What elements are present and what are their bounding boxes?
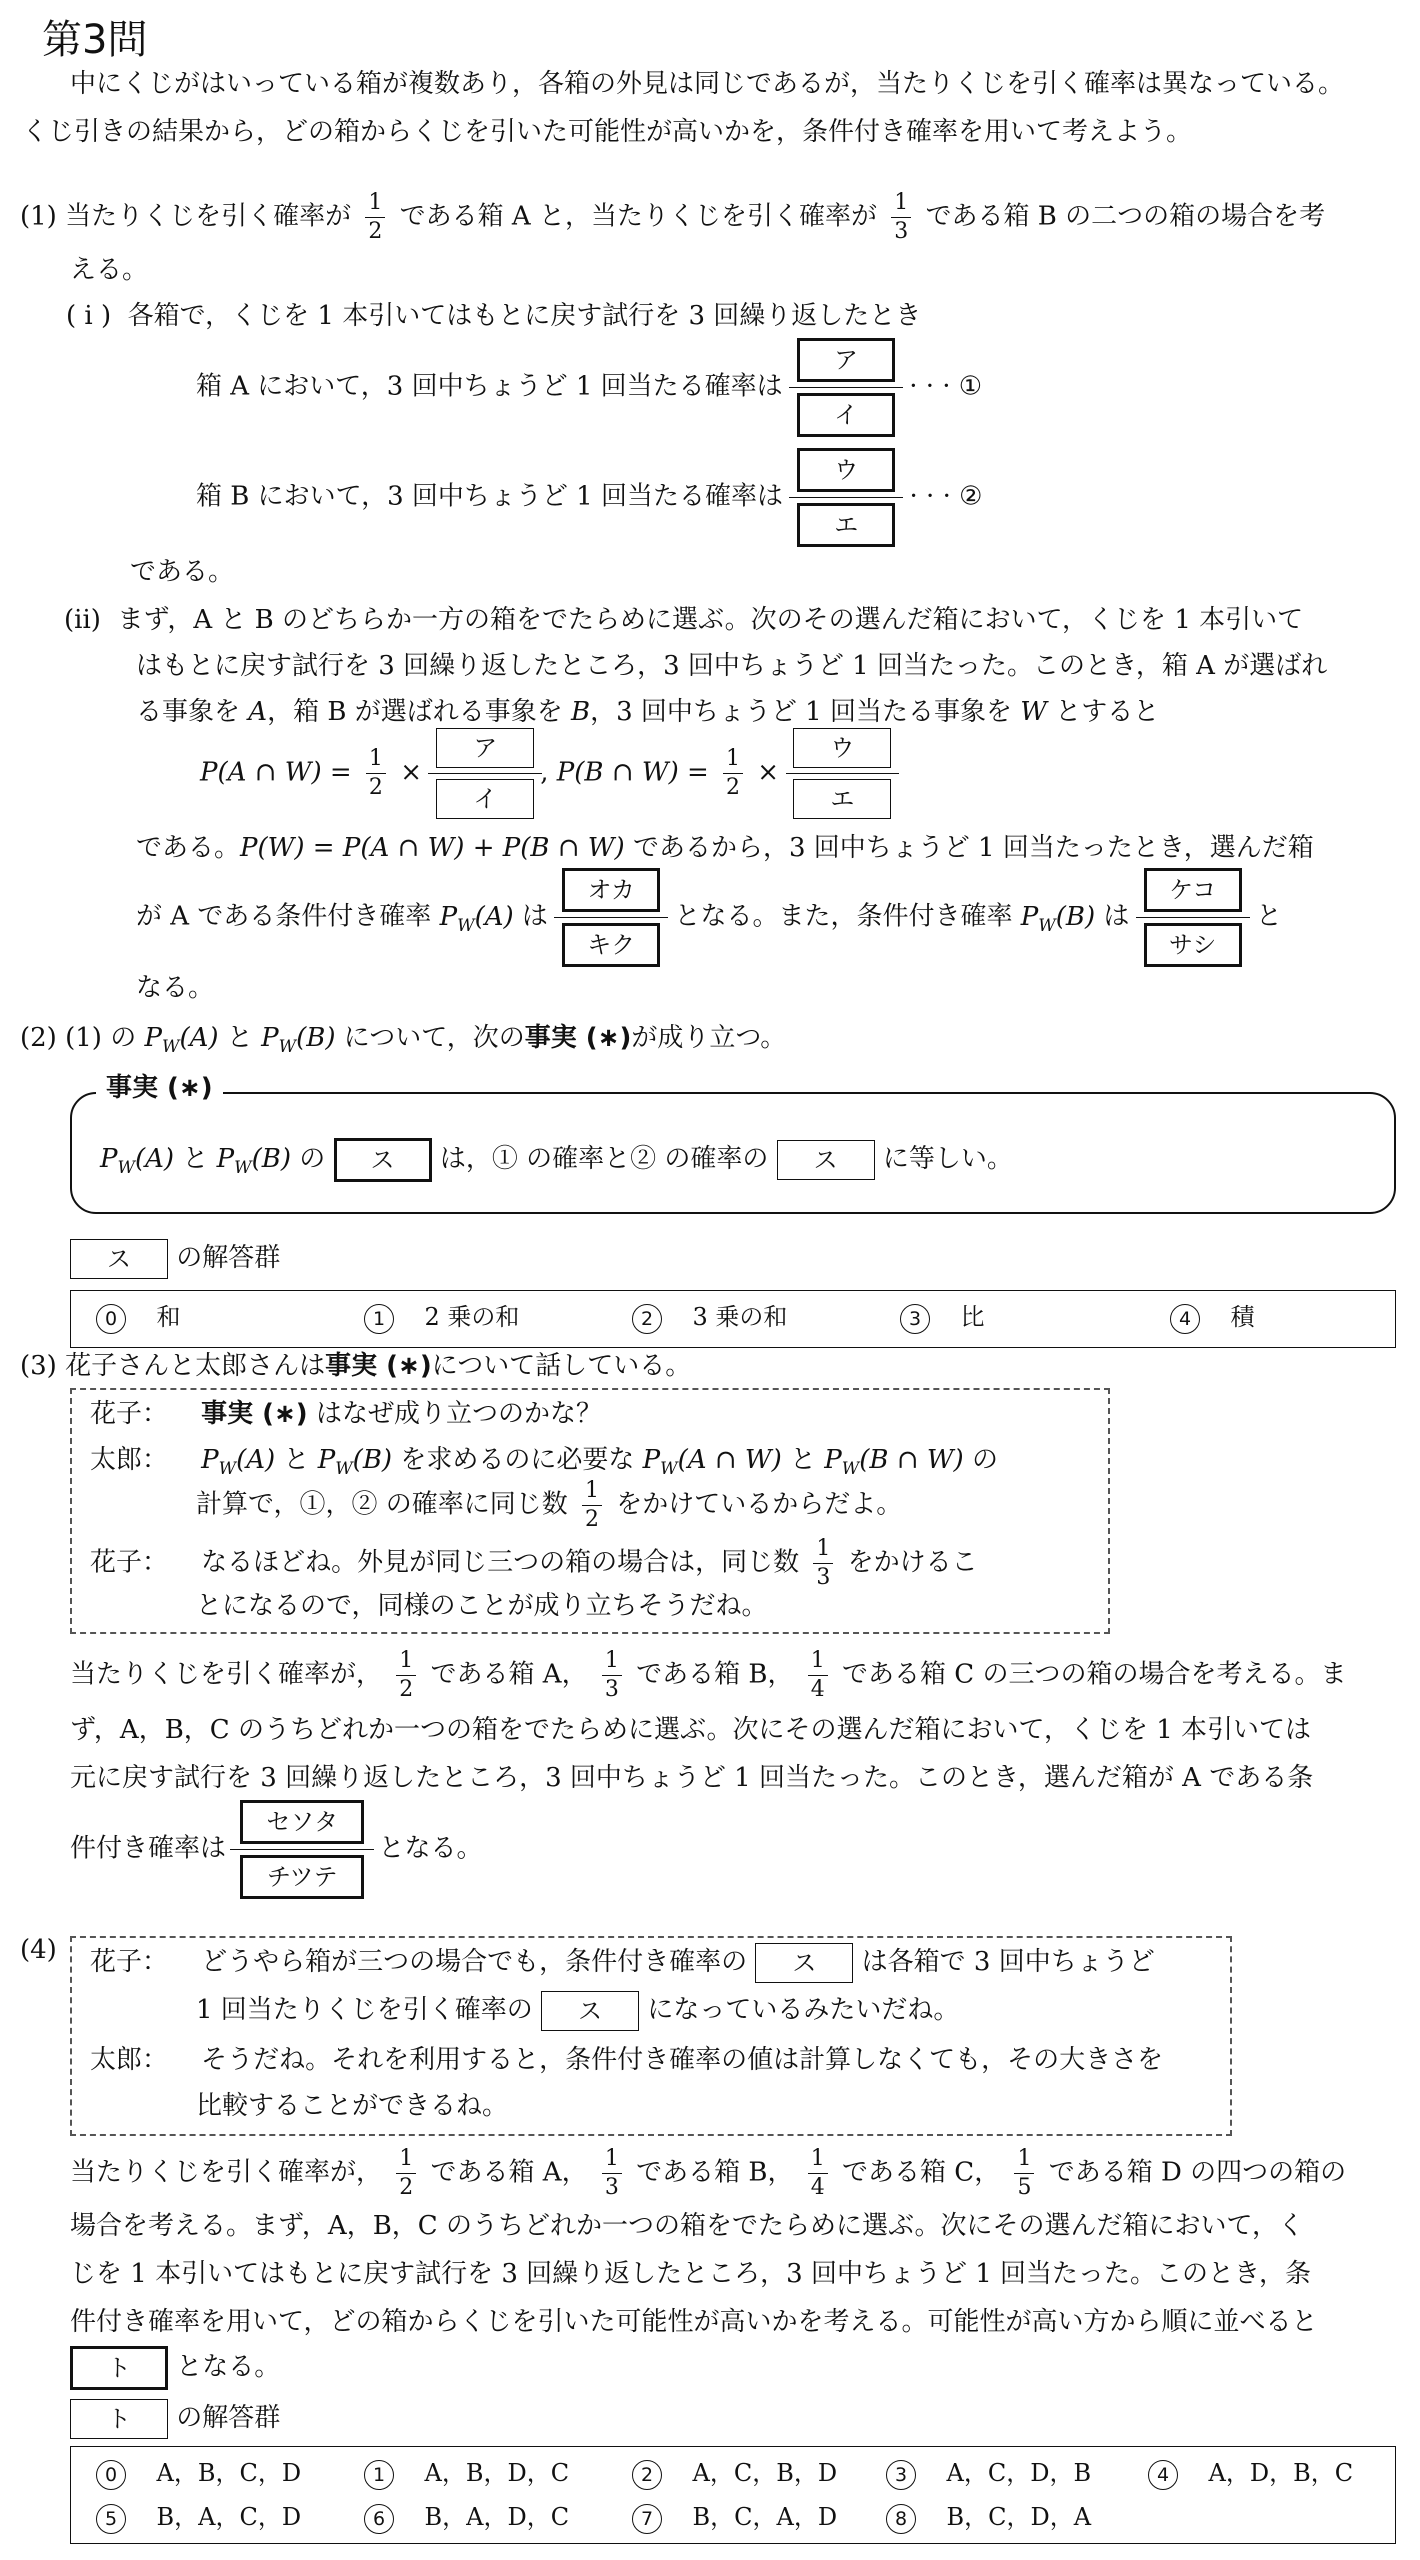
fraction-bar (230, 1849, 374, 1850)
fraction-bar (786, 773, 900, 774)
choice-text: B，A，C，D (156, 2503, 302, 2531)
fact-box-title: 事実 (∗) (96, 1068, 223, 1110)
circled-number: 1 (364, 2460, 394, 2490)
q1-dearu: である。 (130, 557, 235, 587)
choice-text: A，B，D，C (424, 2459, 570, 2487)
text: について，次の (343, 1023, 525, 1053)
q1-text: である箱 B の二つの箱の場合を考 (925, 201, 1326, 232)
text: となる。 (378, 1833, 483, 1864)
fraction-bar (396, 1675, 416, 1676)
answer-box-a[interactable]: ア (436, 728, 534, 768)
fraction-bar (1014, 2173, 1034, 2174)
circled-number: 2 (632, 2460, 662, 2490)
denominator: 3 (894, 219, 909, 244)
fraction-bar (723, 773, 743, 774)
choice-to-4[interactable] (1148, 2454, 1353, 2492)
text: をかけるこ (847, 1547, 978, 1578)
answer-box-sashi[interactable]: サシ (1144, 923, 1242, 967)
text: は (521, 901, 548, 932)
sub-w: W (161, 1037, 180, 1057)
text: そうだね。それを利用すると，条件付き確率の値は計算しなくても，その大きさを (201, 2045, 1164, 2075)
fraction-bar (891, 217, 911, 218)
q3-d5: とになるので，同様のことが成り立ちそうだね。 (196, 1591, 768, 1621)
text: は，① の確率と② の確率の (439, 1144, 769, 1175)
fraction-half (396, 1648, 416, 1703)
speaker-hanako: 花子： (90, 1547, 169, 1578)
fact-label: 事実 (∗) (524, 1023, 632, 1053)
formula-pw: P(W) = P(A ∩ W) + P(B ∩ W) (240, 833, 625, 863)
fact-box-text (100, 1138, 1013, 1182)
fraction-bar (602, 1675, 622, 1676)
fraction-third (602, 2146, 622, 2201)
q3-lead (20, 1346, 691, 1388)
numerator: 1 (604, 2146, 619, 2171)
sub-w: W (117, 1158, 135, 1179)
intro-line-1: 中にくじがはいっている箱が複数あり，各箱の外見は同じであるが，当たりくじを引く確率は異なっている。 (70, 69, 1345, 99)
pwb (216, 1144, 291, 1179)
circled-number: 7 (632, 2504, 662, 2534)
q1-boxB-line (196, 448, 982, 547)
fraction-bar (602, 2173, 622, 2174)
fraction-half (723, 746, 743, 801)
comma: , (540, 757, 549, 788)
pwb (261, 1023, 336, 1057)
q4-number: (4) (20, 1935, 57, 1965)
q4-d1 (90, 1942, 1155, 1984)
choice-text: A，B，C，D (156, 2459, 302, 2487)
arg-b: (B) (352, 1445, 393, 1475)
sub-w: W (335, 1459, 353, 1479)
q1-line-1 (20, 190, 1325, 245)
fraction-bar (789, 387, 903, 388)
fraction-bar (396, 2173, 416, 2174)
fraction-half (582, 1478, 602, 1533)
text: は各箱で 3 回中ちょうど (861, 1947, 1155, 1978)
q4-d3 (90, 2040, 1163, 2082)
fraction-third (602, 1648, 622, 1703)
choice-su-1[interactable] (364, 1298, 519, 1336)
boxA-text: 箱 A において，3 回中ちょうど 1 回当たる確率は (196, 371, 783, 402)
text: の (299, 1144, 326, 1175)
answer-box-i[interactable]: イ (797, 393, 895, 437)
q1-ii-line-7: なる。 (136, 973, 215, 1003)
answer-fraction-sesota-chitete (240, 1800, 364, 1899)
q3-d2 (90, 1440, 998, 1482)
numerator: 1 (368, 190, 383, 215)
numerator: 1 (816, 1536, 831, 1561)
text: の解答群 (176, 2403, 281, 2434)
choice-to-8[interactable] (886, 2498, 1091, 2536)
text: であるから，3 回中ちょうど 1 回当たったとき，選んだ箱 (632, 833, 1314, 863)
speaker-hanako: 花子： (90, 1947, 169, 1978)
arg-b: (B) (1055, 901, 1096, 932)
numerator: 1 (810, 1648, 825, 1673)
sub-w: W (841, 1459, 860, 1479)
answer-fraction-u-e-2 (793, 728, 891, 819)
denominator: 2 (726, 775, 741, 800)
fraction-half (366, 746, 386, 801)
text: はなぜ成り立つのかな？ (315, 1399, 602, 1429)
su-group-label (70, 1238, 280, 1280)
text: である箱 C の三つの箱の場合を考える。ま (842, 1659, 1347, 1690)
text: になっているみたいだね。 (647, 1995, 960, 2026)
text: る事象を (136, 697, 241, 727)
text: の解答群 (176, 1243, 281, 1274)
q4-d4: 比較することができるね。 (196, 2091, 509, 2121)
choice-to-3[interactable] (886, 2454, 1091, 2492)
fraction-third (813, 1536, 833, 1591)
choice-text: A，C，B，D (692, 2459, 838, 2487)
fraction-third (891, 190, 911, 245)
arg-a: (A) (134, 1144, 175, 1175)
choice-to-2[interactable] (632, 2454, 837, 2492)
circled-number: 8 (886, 2504, 916, 2534)
denominator: 4 (810, 2175, 825, 2200)
text: となる。 (176, 2352, 281, 2383)
sub-w: W (457, 915, 475, 936)
choice-text: A，C，D，B (946, 2459, 1092, 2487)
answer-box-e[interactable]: エ (797, 503, 895, 547)
fraction-bar (808, 2173, 828, 2174)
p: P (317, 1445, 336, 1475)
pwa (100, 1144, 175, 1179)
text: 1 回当たりくじを引く確率の (196, 1995, 533, 2026)
choice-text: 和 (156, 1303, 181, 1331)
answer-box-chitete[interactable]: チツテ (240, 1855, 364, 1899)
denominator: 2 (399, 1677, 414, 1702)
q3-d1 (90, 1394, 602, 1436)
text: である箱 A， (430, 1659, 588, 1690)
answer-box-kiku[interactable]: キク (562, 923, 660, 967)
answer-box-su[interactable]: ス (334, 1138, 432, 1182)
to-group-label (70, 2398, 280, 2440)
choice-su-2[interactable] (632, 1298, 787, 1336)
pwa (201, 1445, 276, 1479)
pwb (1020, 901, 1096, 936)
q3-p2: ず，A，B，C のうちどれか一つの箱をでたらめに選ぶ。次にその選んだ箱において，くじを 1 本引いては (70, 1715, 1312, 1745)
sub-w: W (660, 1459, 678, 1479)
sub-w: W (218, 1459, 237, 1479)
text: である箱 C， (842, 2157, 1001, 2188)
choice-text: B，C，A，D (692, 2503, 838, 2531)
numerator: 1 (399, 1648, 414, 1673)
choice-to-0[interactable] (96, 2454, 301, 2492)
sub-w: W (1038, 915, 1056, 936)
fraction-quarter (808, 2146, 828, 2201)
choice-text: 積 (1230, 1303, 1255, 1331)
circled-number: 3 (900, 1304, 930, 1334)
text: をかけているからだよ。 (616, 1489, 903, 1520)
p: P (100, 1144, 118, 1175)
fraction-half (396, 2146, 416, 2201)
answer-box-u[interactable]: ウ (793, 728, 891, 768)
answer-box-keko[interactable]: ケコ (1144, 868, 1242, 912)
circled-number: 0 (96, 2460, 126, 2490)
choice-su-4[interactable] (1170, 1298, 1255, 1336)
text: に等しい。 (882, 1144, 1013, 1175)
q2-number: (2) (20, 1023, 57, 1053)
choice-text: 比 (960, 1303, 985, 1331)
fraction-bar (428, 773, 542, 774)
answer-box-u[interactable]: ウ (797, 448, 895, 492)
q2-line (20, 1018, 786, 1060)
numerator: 1 (585, 1478, 600, 1503)
q4-p4: 件付き確率を用いて，どの箱からくじを引いた可能性が高いかを考える。可能性が高い方から順に並べると (70, 2307, 1318, 2337)
circled-number: 4 (1170, 1304, 1200, 1334)
answer-box-su-ref[interactable]: ス (755, 1943, 853, 1983)
p: P (439, 901, 458, 932)
ref-2: · · · ② (909, 481, 983, 512)
text: ，3 回中ちょうど 1 回当たる事象を (590, 697, 1012, 727)
choice-text: B，C，D，A (946, 2503, 1092, 2531)
q3-p3: 元に戻す試行を 3 回繰り返したところ，3 回中ちょうど 1 回当たった。このとき，選んだ箱が A である条 (70, 1763, 1314, 1793)
q4-p5 (70, 2346, 280, 2390)
choice-to-6[interactable] (364, 2498, 569, 2536)
fraction-bar (582, 1505, 602, 1506)
speaker-taro: 太郎： (90, 2045, 169, 2075)
answer-fraction-u-e (797, 448, 895, 547)
event-b: B (570, 697, 591, 727)
paw: $P_W(A$ ∩ W) (642, 1445, 782, 1479)
q1-ii-formula (200, 728, 897, 819)
speaker-taro: 太郎： (90, 1445, 169, 1475)
numerator: 1 (810, 2146, 825, 2171)
fraction-bar (554, 917, 668, 918)
answer-box-i[interactable]: イ (436, 779, 534, 819)
choice-text: A，D，B，C (1208, 2459, 1354, 2487)
text: と (1255, 901, 1282, 932)
fraction-bar (1136, 917, 1250, 918)
circled-number: 2 (632, 1304, 662, 1334)
fraction-bar (366, 773, 386, 774)
fraction-fifth (1014, 2146, 1034, 2201)
arg-a: (A) (236, 1445, 276, 1475)
text: である箱 D の四つの箱の (1048, 2157, 1347, 2188)
sub-w: W (234, 1158, 252, 1179)
speaker-hanako: 花子： (90, 1399, 169, 1429)
choice-to-1[interactable] (364, 2454, 569, 2492)
numerator: 1 (894, 190, 909, 215)
text: と (283, 1445, 310, 1475)
circled-number: 4 (1148, 2460, 1178, 2490)
q1-i-text: 各箱で，くじを 1 本引いてはもとに戻す試行を 3 回繰り返したとき (127, 301, 922, 331)
text: 件付き確率は (70, 1833, 227, 1864)
q1-ii-text: まず，A と B のどちらか一方の箱をでたらめに選ぶ。次のその選んだ箱において，くじを 1 本引いて (117, 605, 1304, 635)
q1-text: である箱 A と，当たりくじを引く確率が (399, 201, 877, 232)
text: である箱 B， (636, 2157, 794, 2188)
q3-p1 (70, 1648, 1346, 1703)
text: について話している。 (431, 1351, 692, 1381)
text: 計算で，①，② の確率に同じ数 (196, 1489, 568, 1520)
p: P (261, 1023, 279, 1053)
formula-pbw: P(B ∩ W) = (556, 757, 709, 788)
denominator: 3 (604, 2175, 619, 2200)
text: である。 (136, 833, 241, 863)
text: ，箱 B が選ばれる事象を (267, 697, 563, 727)
text: どうやら箱が三つの場合でも，条件付き確率の (201, 1947, 748, 1978)
arg-b: (B) (296, 1023, 336, 1053)
answer-fraction-keko-sashi (1144, 868, 1242, 967)
arg-a: (A) (474, 901, 514, 932)
text: 当たりくじを引く確率が， (70, 1659, 383, 1690)
sub-w: W (278, 1037, 297, 1057)
q1-number: (1) (20, 201, 57, 232)
fraction-bar (813, 1563, 833, 1564)
denominator: 2 (399, 2175, 414, 2200)
p: P (144, 1023, 162, 1053)
q1-ii-label: (ii) (64, 605, 101, 635)
text: となる。また，条件付き確率 (674, 901, 1013, 932)
fraction-bar (808, 1675, 828, 1676)
q1-ii-line-2: はもとに戻す試行を 3 回繰り返したところ，3 回中ちょうど 1 回当たった。このとき，箱 A が選ばれ (136, 651, 1328, 681)
circled-number: 5 (96, 2504, 126, 2534)
q4-p2: 場合を考える。まず，A，B，C のうちどれか一つの箱をでたらめに選ぶ。次にその選んだ箱において，く (70, 2211, 1304, 2241)
choice-su-0[interactable] (96, 1298, 181, 1336)
numerator: 1 (1017, 2146, 1032, 2171)
choice-to-5[interactable] (96, 2498, 301, 2536)
answer-fraction-a-i (797, 338, 895, 437)
choice-text: B，A，D，C (424, 2503, 570, 2531)
pwa (144, 1023, 219, 1057)
ref-1: · · · ① (909, 371, 983, 402)
answer-box-a[interactable]: ア (797, 338, 895, 382)
intro-line-2: くじ引きの結果から，どの箱からくじを引いた可能性が高いかを，条件付き確率を用いて考えよう。 (22, 117, 1193, 147)
answer-box-su-ref[interactable]: ス (777, 1140, 875, 1180)
times: × (400, 757, 422, 788)
denominator: 2 (368, 219, 383, 244)
text: は (1103, 901, 1130, 932)
answer-box-to[interactable]: ト (70, 2346, 168, 2390)
choice-text: 2 乗の和 (424, 1303, 520, 1331)
pwb (317, 1445, 393, 1479)
choice-text: 3 乗の和 (692, 1303, 788, 1331)
circled-number: 6 (364, 2504, 394, 2534)
p: P (216, 1144, 235, 1175)
denominator: 2 (585, 1507, 600, 1532)
text: が成り立つ。 (631, 1023, 787, 1053)
text: の (971, 1445, 998, 1475)
formula-paw: P(A ∩ W) = (200, 757, 352, 788)
text: を求めるのに必要な (400, 1445, 635, 1475)
arg-a: (A) (179, 1023, 219, 1053)
text: なるほどね。外見が同じ三つの箱の場合は，同じ数 (201, 1547, 800, 1578)
text: 花子さんと太郎さんは (65, 1351, 326, 1381)
fraction-bar (789, 497, 903, 498)
q1-ii-line-6 (136, 868, 1282, 967)
circled-number: 1 (364, 1304, 394, 1334)
numerator: 1 (604, 1648, 619, 1673)
pbw: $P_W(B$ ∩ W) (824, 1445, 964, 1479)
numerator: 1 (399, 2146, 414, 2171)
boxB-text: 箱 B において，3 回中ちょうど 1 回当たる確率は (196, 481, 783, 512)
arg-b: (B) (251, 1144, 291, 1175)
q1-line-2: える。 (70, 255, 149, 285)
fraction-quarter (808, 1648, 828, 1703)
circled-number: 3 (886, 2460, 916, 2490)
answer-fraction-oka-kiku (562, 868, 660, 967)
numerator: 1 (726, 746, 741, 771)
text: と (789, 1445, 816, 1475)
choice-su-3[interactable] (900, 1298, 985, 1336)
q4-p3: じを 1 本引いてはもとに戻す試行を 3 回繰り返したところ，3 回中ちょうど 1 回当たった。このとき，条 (70, 2259, 1311, 2289)
pwa (439, 901, 514, 936)
answer-box-sesota[interactable]: セソタ (240, 1800, 364, 1844)
answer-box-su-label: ス (70, 1239, 168, 1279)
q1-i-label: ( i ) (66, 301, 112, 331)
text: と (182, 1144, 209, 1175)
text: 当たりくじを引く確率が， (70, 2157, 383, 2188)
circled-number: 0 (96, 1304, 126, 1334)
q4-p1 (70, 2146, 1346, 2201)
q3-d3 (196, 1478, 902, 1533)
answer-box-to-label: ト (70, 2399, 168, 2439)
q1-ii-line-5 (136, 828, 1314, 870)
fact-label: 事実 (∗) (325, 1351, 432, 1381)
q1-boxA-line (196, 338, 982, 437)
denominator: 2 (368, 775, 383, 800)
choice-to-7[interactable] (632, 2498, 837, 2536)
page-title: 第3問 (42, 17, 148, 63)
q3-number: (3) (20, 1351, 57, 1381)
p: P (1020, 901, 1039, 932)
text: と (226, 1023, 253, 1053)
p: P (201, 1445, 219, 1475)
fact-label: 事実 (∗) (201, 1399, 308, 1429)
text: が A である条件付き確率 (136, 901, 432, 932)
text: (1) の (65, 1023, 137, 1053)
q1-ii-line-1 (64, 600, 1303, 642)
denominator: 3 (604, 1677, 619, 1702)
text: である箱 A， (430, 2157, 588, 2188)
text: とすると (1055, 697, 1160, 727)
answer-fraction-a-i-2 (436, 728, 534, 819)
text: である箱 B， (636, 1659, 794, 1690)
denominator: 3 (816, 1565, 831, 1590)
fraction-half (365, 190, 385, 245)
answer-box-e[interactable]: エ (793, 779, 891, 819)
q4-d2 (196, 1990, 959, 2032)
times: × (757, 757, 780, 788)
denominator: 5 (1017, 2175, 1032, 2200)
q1-i-line (66, 296, 921, 338)
q3-d4 (90, 1536, 978, 1591)
denominator: 4 (810, 1677, 825, 1702)
event-a: A (248, 697, 268, 727)
answer-box-su-ref[interactable]: ス (541, 1991, 639, 2031)
event-w: W (1020, 697, 1047, 727)
q3-p4 (70, 1800, 483, 1899)
numerator: 1 (368, 746, 383, 771)
answer-box-oka[interactable]: オカ (562, 868, 660, 912)
q1-text: 当たりくじを引く確率が (65, 201, 352, 232)
fraction-bar (365, 217, 385, 218)
